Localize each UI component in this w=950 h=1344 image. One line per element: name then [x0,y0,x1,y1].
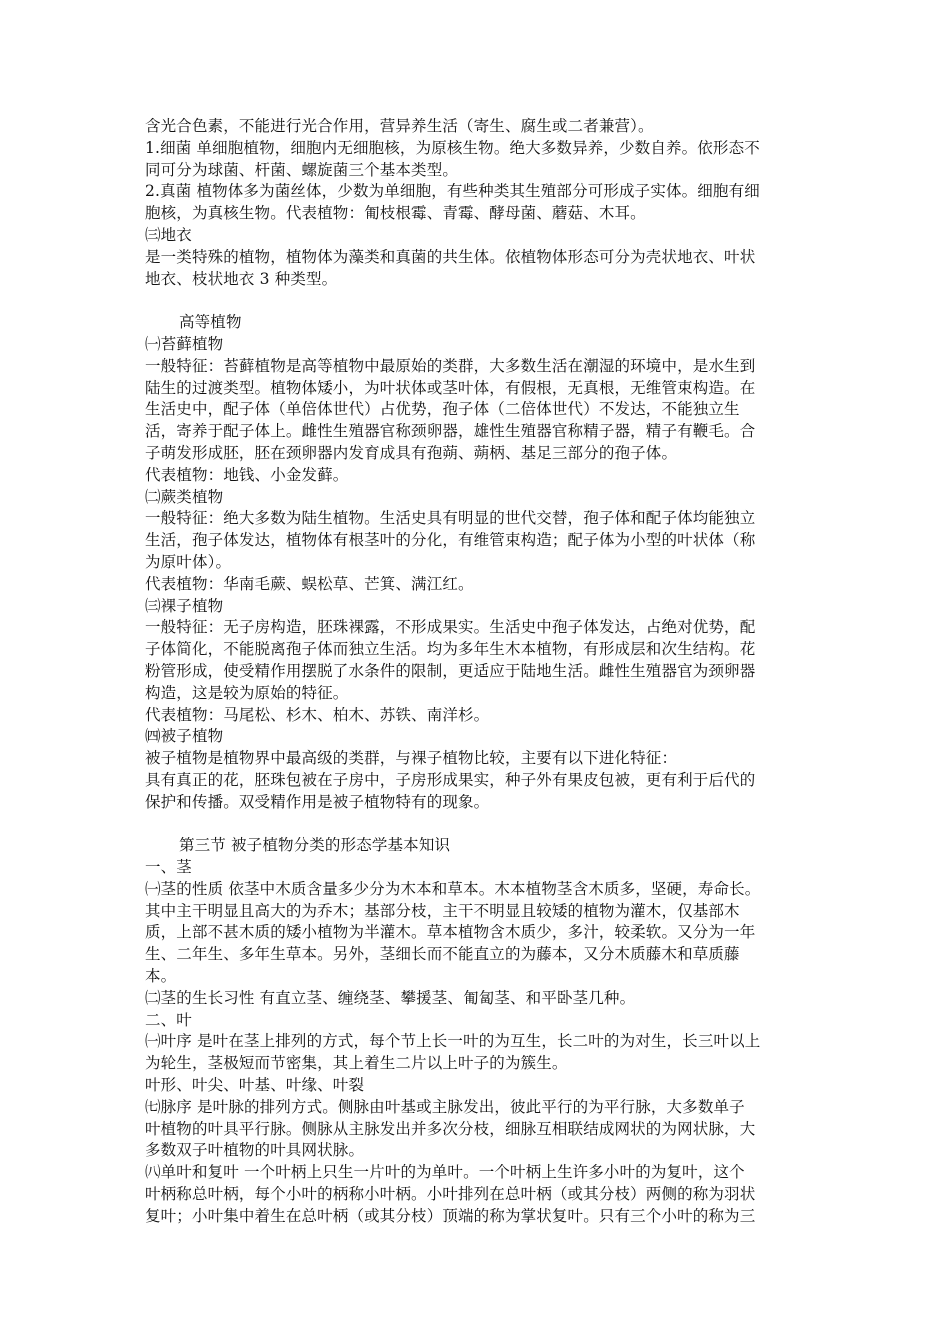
text-line: 多数双子叶植物的叶具网状脉。 [145,1141,365,1160]
text-line: 具有真正的花，胚珠包被在子房中，子房形成果实，种子外有果皮包被，更有利于后代的 [145,770,756,789]
text-line: 1.细菌 单细胞植物，细胞内无细胞核，为原核生物。绝大多数异养，少数自养。依形态不 [145,138,760,157]
text-line: 代表植物：华南毛蕨、蜈松草、芒箕、满江红。 [145,574,474,593]
text-line: 2.真菌 植物体多为菌丝体，少数为单细胞，有些种类其生殖部分可形成子实体。细胞有细 [145,182,760,201]
text-line: 叶植物的叶具平行脉。侧脉从主脉发出并多次分枝，细脉互相联结成网状的为网状脉，大 [145,1119,756,1138]
text-line: ㈢裸子植物 [145,596,224,615]
text-line: 本。 [145,967,177,986]
spacer [145,814,810,836]
text-line: 构造，这是较为原始的特征。 [145,683,349,702]
text-line: 活，寄养于配子体上。雌性生殖器官称颈卵器，雄性生殖器官称精子器，精子有鞭毛。合 [145,422,756,441]
paragraph-stem [145,879,810,1010]
text-line: 叶形、叶尖、叶基、叶缘、叶裂 [145,1076,365,1095]
text-line: 其中主干明显且高大的为乔木；基部分枝，主干不明显且较矮的植物为灌木，仅基部木 [145,901,740,920]
text-line: ㈦脉序 是叶脉的排列方式。侧脉由叶基或主脉发出，彼此平行的为平行脉，大多数单子 [145,1097,745,1116]
text-line: 代表植物：地钱、小金发藓。 [145,465,349,484]
text-line: ㈠苔藓植物 [145,334,224,353]
text-line: 地衣、枝状地衣 3 种类型。 [145,269,338,288]
text-line: 子体简化，不能脱离孢子体而独立生活。均为多年生木本植物，有形成层和次生结构。花 [145,640,756,659]
text-line: ㈡茎的生长习性 有直立茎、缠绕茎、攀援茎、匍匐茎、和平卧茎几种。 [145,988,636,1007]
text-line: 生活史中，配子体（单倍体世代）占优势，孢子体（二倍体世代）不发达，不能独立生 [145,400,740,419]
text-line: 为原叶体）。 [145,552,232,571]
text-line: 一般特征：无子房构造，胚珠裸露，不形成果实。生活史中孢子体发达，占绝对优势，配 [145,618,756,637]
text-line: ㈣被子植物 [145,727,224,746]
paragraph-fungi-lichen [145,116,810,290]
text-line: 被子植物是植物界中最高级的类群，与裸子植物比较，主要有以下进化特征： [145,749,678,768]
text-line: 生活，孢子体发达，植物体有根茎叶的分化，有维管束构造；配子体为小型的叶状体（称 [145,531,756,550]
text-line: 保护和传播。双受精作用是被子植物特有的现象。 [145,792,490,811]
text-line: 陆生的过渡类型。植物体矮小，为叶状体或茎叶体，有假根，无真根，无维管束构造。在 [145,378,756,397]
text-line: 一般特征：苔藓植物是高等植物中最原始的类群，大多数生活在潮湿的环境中，是水生到 [145,356,756,375]
text-line: ㈧单叶和复叶 一个叶柄上只生一片叶的为单叶。一个叶柄上生许多小叶的为复叶，这个 [145,1163,745,1182]
text-line: 是一类特殊的植物，植物体为藻类和真菌的共生体。依植物体形态可分为壳状地衣、叶状 [145,247,756,266]
text-line: 子萌发形成胚，胚在颈卵器内发育成具有孢蒴、蒴柄、基足三部分的孢子体。 [145,443,678,462]
text-line: 粉管形成，使受精作用摆脱了水条件的限制，更适应于陆地生活。雌性生殖器官为颈卵器 [145,661,756,680]
text-line: 质，上部不甚木质的矮小植物为半灌木。草本植物含木质少，多汁，较柔软。又分为一年 [145,923,756,942]
text-line: 一般特征：绝大多数为陆生植物。生活史具有明显的世代交替，孢子体和配子体均能独立 [145,509,756,528]
text-line: ㈠叶序 是叶在茎上排列的方式，每个节上长一叶的为互生，长二叶的为对生，长三叶以上 [145,1032,761,1051]
heading-high-plants: 高等植物 [179,313,242,332]
text-line: 代表植物：马尾松、杉木、柏木、苏铁、南洋杉。 [145,705,490,724]
text-line: 生、二年生、多年生草本。另外，茎细长而不能直立的为藤本，又分木质藤木和草质藤 [145,945,740,964]
text-line: 含光合色素，不能进行光合作用，营异养生活（寄生、腐生或二者兼营）。 [145,117,654,135]
document-page [145,116,810,1228]
text-line: 叶柄称总叶柄，每个小叶的柄称小叶柄。小叶排列在总叶柄（或其分枝）两侧的称为羽状 [145,1185,756,1204]
paragraph-high-plants [145,334,810,814]
heading-section-3: 第三节 被子植物分类的形态学基本知识 [179,836,451,855]
paragraph-leaf [145,1031,810,1227]
text-line: 同可分为球菌、杆菌、螺旋菌三个基本类型。 [145,160,459,179]
spacer [145,290,810,312]
text-line: 复叶；小叶集中着生在总叶柄（或其分枝）顶端的称为掌状复叶。只有三个小叶的称为三 [145,1206,756,1225]
text-line: ㈢地衣 [145,225,192,244]
text-line: 为轮生，茎极短而节密集，其上着生二片以上叶子的为簇生。 [145,1054,568,1073]
text-line: ㈡蕨类植物 [145,487,224,506]
text-line: 胞核，为真核生物。代表植物：匍枝根霉、青霉、酵母菌、蘑菇、木耳。 [145,204,646,223]
text-line: ㈠茎的性质 依茎中木质含量多少分为木本和草本。木本植物茎含木质多，坚硬，寿命长。 [145,879,761,898]
subheading-leaf: 二、叶 [145,1010,192,1029]
subheading-stem: 一、茎 [145,858,192,877]
